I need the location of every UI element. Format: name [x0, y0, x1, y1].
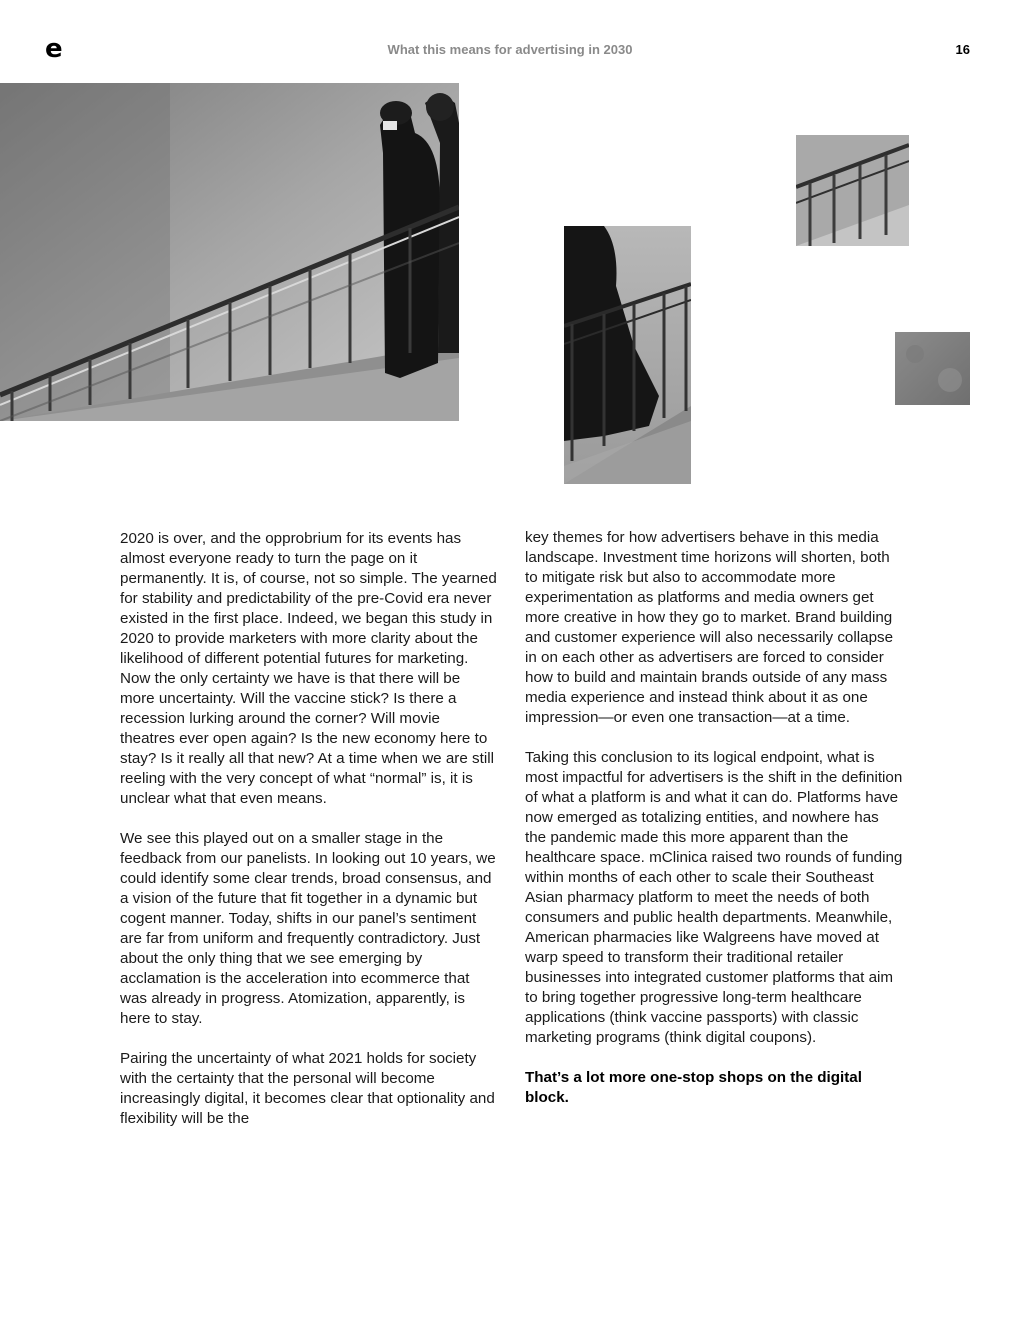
- stairs-photo-large: [0, 83, 459, 421]
- stairs-photo-narrow: [564, 226, 691, 484]
- paragraph: key themes for how advertisers behave in this media landscape. Investment time horizons will shorten, both to mitigate risk but also to accommodate more experimentation as platforms and media owners get more creative in how they go to market. Brand building and customer experience will also necessarily collapse in on each other as advertisers are forced to consider how to build and maintain brands outside of any mass media experience and instead think about it as one impression—or even one transaction—at a time.: [525, 529, 894, 726]
- railing-photo-small: [796, 135, 909, 246]
- paragraph: We see this played out on a smaller stage in the feedback from our panelists. In looking out 10 years, we could identify some clear trends, broad consensus, and a vision of the future that fit together in a dynamic but cogent manner. Today, shifts in our panel’s sentiment are far from uniform and frequently contradictory. Just about the only thing that we see emerging by acclamation is the acceleration into ecommerce that was already in progress. Atomization, apparently, is here to stay.: [120, 830, 496, 1027]
- paragraph: Pairing the uncertainty of what 2021 holds for society with the certainty that the personal will become increasingly digital, it becomes clear that optionality and flexibility will be the: [120, 1050, 495, 1127]
- closing-statement: That’s a lot more one-stop shops on the digital block.: [525, 1069, 862, 1106]
- paragraph: 2020 is over, and the opprobrium for its events has almost everyone ready to turn the page on it permanently. It is, of course, not so simple. The yearned for stability and predictability of the pre-Covid era never existed in the first place. Indeed, we began this study in 2020 to provide marketers with more clarity about the likelihood of different potential futures for marketing. Now the only certainty we have is that there will be more uncertainty. Will the vaccine stick? Is there a recession lurking around the corner? Will movie theatres ever open again? Is the new economy here to stay? Is it really all that new? At a time when we are still reeling with the very concept of what “normal” is, it is unclear what that even means.: [120, 530, 497, 807]
- article-column-left: [120, 529, 498, 1149]
- wall-photo-small: [895, 332, 970, 405]
- running-title: What this means for advertising in 2030: [387, 42, 633, 57]
- article-column-right: [525, 528, 903, 1128]
- brand-logo: e: [45, 34, 63, 64]
- paragraph: Taking this conclusion to its logical endpoint, what is most impactful for advertisers is the shift in the definition of what a platform is and what it can do. Platforms have now emerged as totalizing entities, and nowhere has the pandemic made this more apparent than the healthcare space. mClinica raised two rounds of funding within months of each other to scale their Southeast Asian pharmacy platform to meet the needs of both consumers and public health departments. Meanwhile, American pharmacies like Walgreens have moved at warp speed to transform their traditional retailer businesses into integrated customer platforms that aim to bring together progressive long-term healthcare applications (think vaccine passports) with classic marketing programs (think digital coupons).: [525, 749, 903, 1046]
- page-number: 16: [955, 42, 970, 57]
